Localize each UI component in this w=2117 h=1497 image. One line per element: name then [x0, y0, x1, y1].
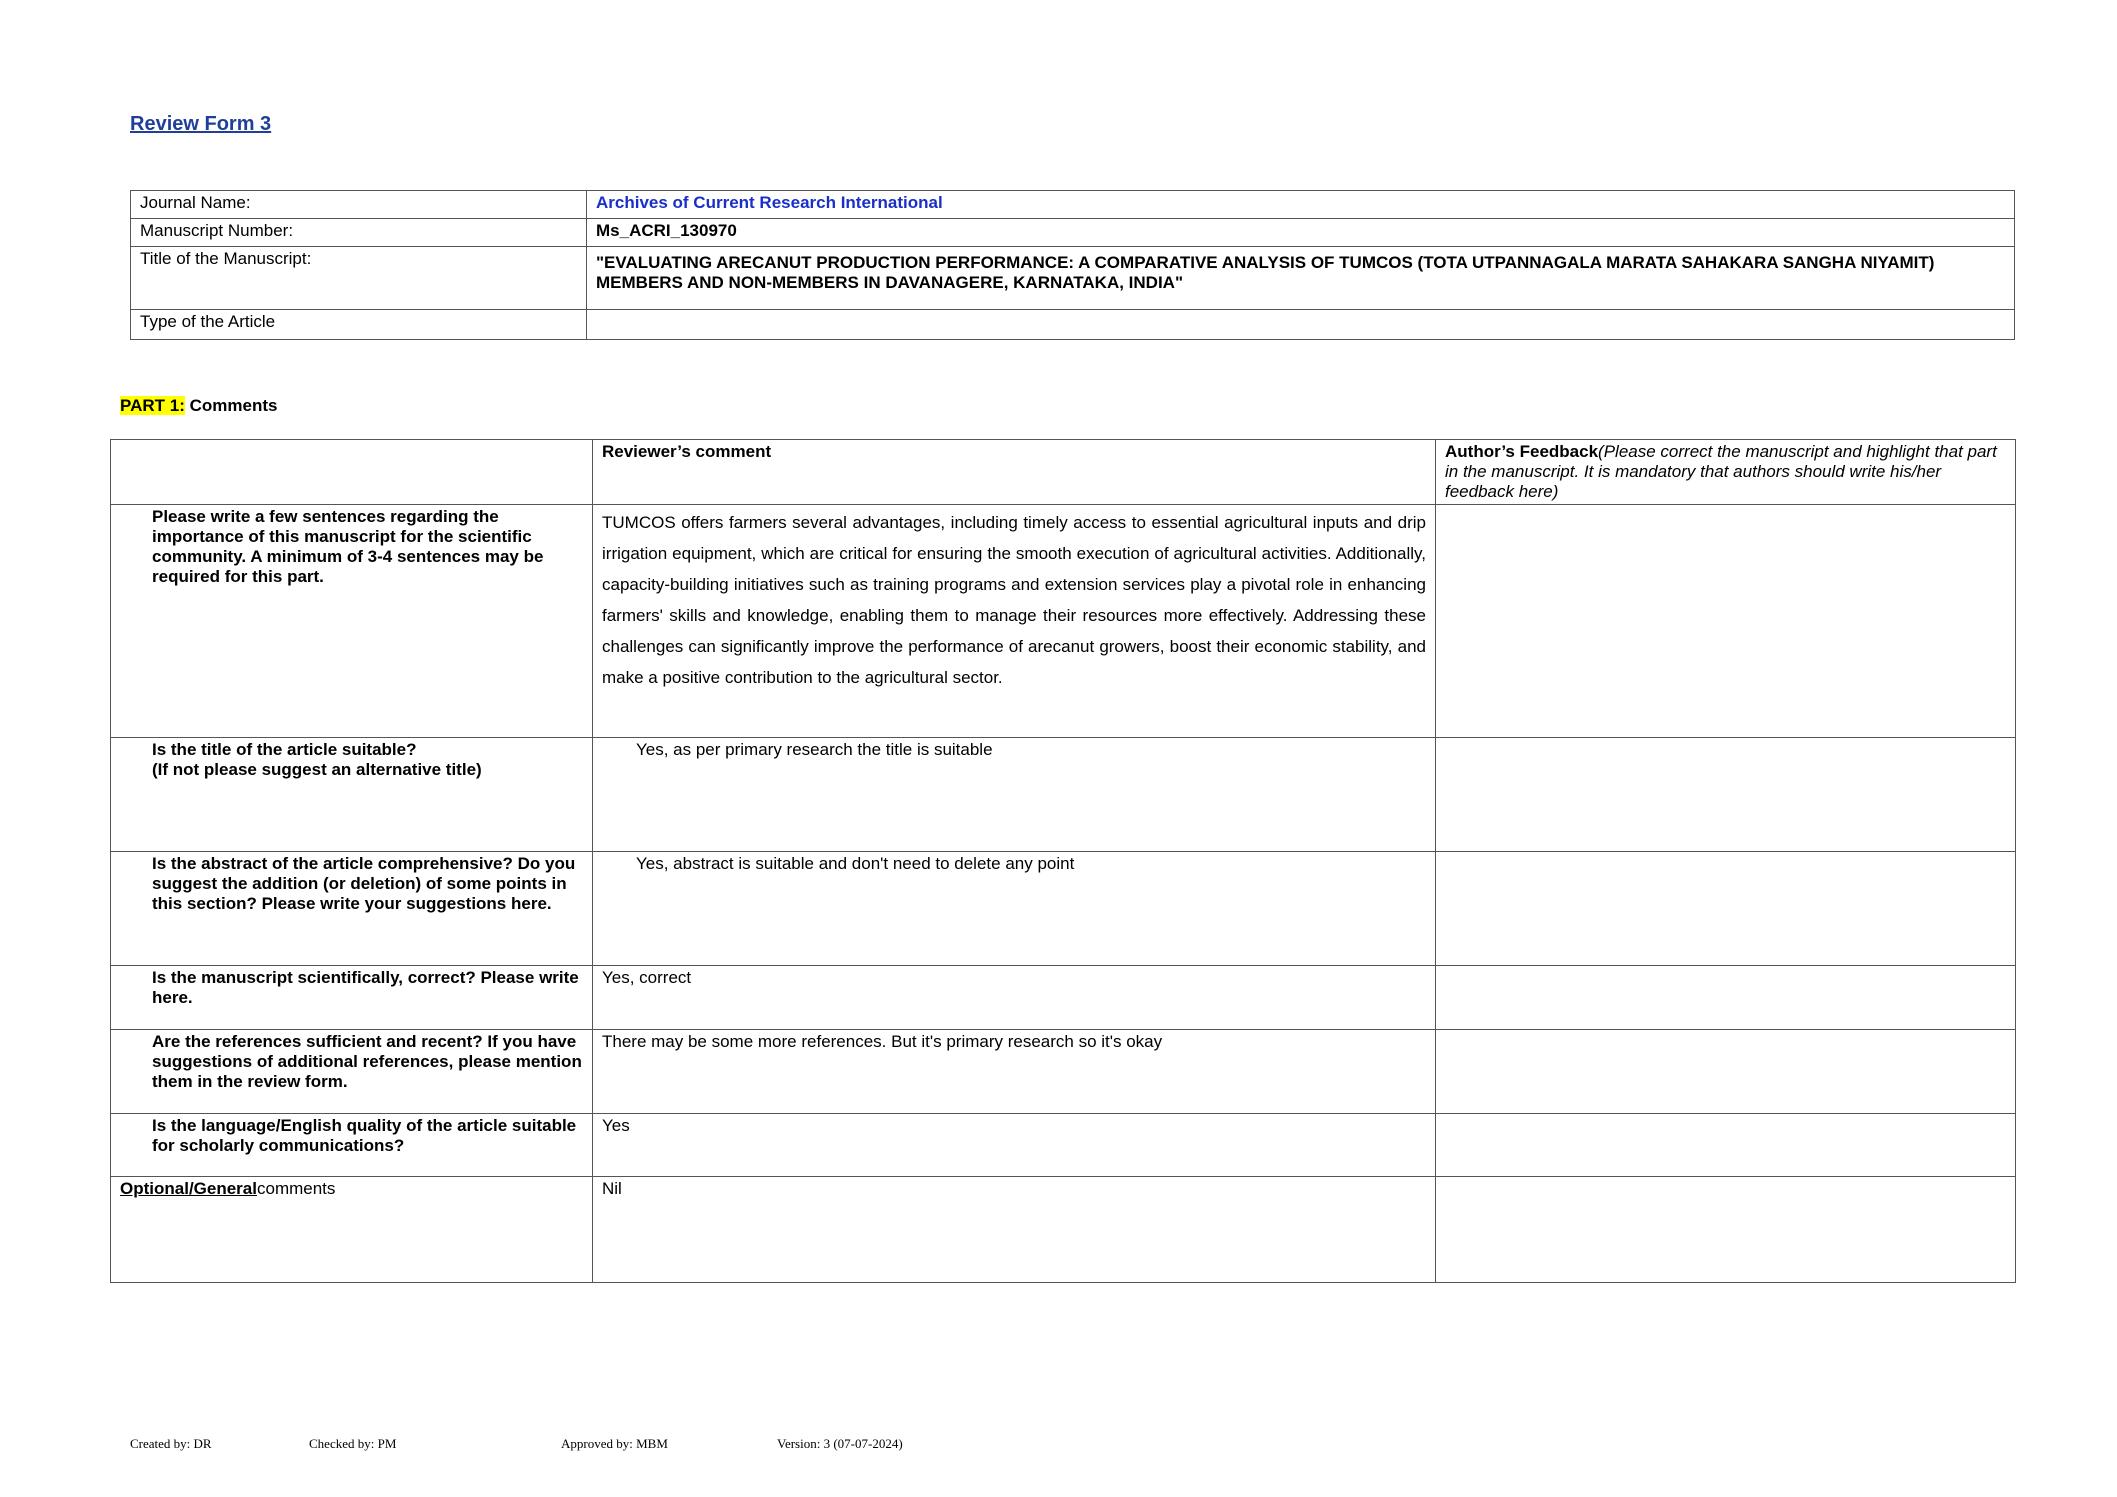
answer-scientific: Yes, correct	[593, 966, 1436, 1030]
manuscript-number-row	[131, 219, 2015, 247]
reviewer-comment-header: Reviewer’s comment	[593, 440, 1436, 505]
footer-checked: Checked by: PM	[309, 1436, 397, 1451]
question-importance: Please write a few sentences regarding the importance of this manuscript for the scientific community. A minimum of 3-4 sentences may be required for this part.	[111, 505, 593, 738]
optional-answer: Nil	[593, 1177, 1436, 1283]
optional-comments-text: comments	[256, 1179, 336, 1198]
manuscript-title-value: "EVALUATING ARECANUT PRODUCTION PERFORMANCE: A COMPARATIVE ANALYSIS OF TUMCOS (TOTA UTPANNAGALA MARATA SAHAKARA SANGHA NIYAMIT) MEMBERS AND NON-MEMBERS IN DAVANAGERE, KARNATAKA, INDIA"	[587, 247, 2015, 310]
journal-label: Journal Name:	[131, 191, 587, 219]
comments-table	[110, 439, 2016, 1283]
optional-comments-label	[111, 1177, 593, 1283]
journal-row	[131, 191, 2015, 219]
header-row	[111, 440, 2016, 505]
manuscript-title-row	[131, 247, 2015, 310]
feedback-scientific[interactable]	[1436, 966, 2016, 1030]
table-row	[111, 1114, 2016, 1177]
table-row	[111, 738, 2016, 852]
optional-feedback[interactable]	[1436, 1177, 2016, 1283]
answer-abstract: Yes, abstract is suitable and don't need to delete any point	[593, 852, 1436, 966]
form-title: Review Form 3	[130, 113, 272, 135]
question-scientific: Is the manuscript scientifically, correct? Please write here.	[111, 966, 593, 1030]
part1-heading	[120, 396, 277, 416]
feedback-title[interactable]	[1436, 738, 2016, 852]
table-row	[111, 1030, 2016, 1114]
article-type-value	[587, 310, 2015, 340]
footer-version: Version: 3 (07-07-2024)	[777, 1436, 903, 1451]
table-row	[111, 505, 2016, 738]
question-language: Is the language/English quality of the article suitable for scholarly communications?	[111, 1114, 593, 1177]
answer-references: There may be some more references. But it's primary research so it's okay	[593, 1030, 1436, 1114]
part1-tag: PART 1:	[120, 396, 185, 415]
article-type-row	[131, 310, 2015, 340]
manuscript-title-label: Title of the Manuscript:	[131, 247, 587, 310]
feedback-references[interactable]	[1436, 1030, 2016, 1114]
feedback-abstract[interactable]	[1436, 852, 2016, 966]
question-title: Is the title of the article suitable? (If not please suggest an alternative title)	[111, 738, 593, 852]
feedback-importance[interactable]	[1436, 505, 2016, 738]
table-row	[111, 852, 2016, 966]
question-references: Are the references sufficient and recent? If you have suggestions of additional references, please mention them in the review form.	[111, 1030, 593, 1114]
footer-approved: Approved by: MBM	[561, 1436, 668, 1451]
footer-created: Created by: DR	[130, 1436, 212, 1451]
answer-title: Yes, as per primary research the title is suitable	[593, 738, 1436, 852]
author-feedback-header-bold: Author’s Feedback	[1445, 442, 1599, 461]
author-feedback-header-note: (Please correct the manuscript and highlight that part in the manuscript. It is mandatory that authors should write his/her feedback here)	[1445, 442, 1997, 501]
manuscript-number-value: Ms_ACRI_130970	[587, 219, 2015, 247]
question-abstract: Is the abstract of the article comprehensive? Do you suggest the addition (or deletion) of some points in this section? Please write your suggestions here.	[111, 852, 593, 966]
manuscript-info-table	[130, 190, 2015, 340]
feedback-language[interactable]	[1436, 1114, 2016, 1177]
part1-label: Comments	[189, 396, 278, 415]
article-type-label: Type of the Article	[131, 310, 587, 340]
journal-value: Archives of Current Research International	[587, 191, 2015, 219]
header-empty-cell	[111, 440, 593, 505]
answer-importance: TUMCOS offers farmers several advantages, including timely access to essential agricultural inputs and drip irrigation equipment, which are critical for ensuring the smooth execution of agricultural activities. Additionally, capacity-building initiatives such as training programs and extension services play a pivotal role in enhancing farmers' skills and knowledge, enabling them to manage their resources more effectively. Addressing these challenges can significantly improve the performance of arecanut growers, boost their economic stability, and make a positive contribution to the agricultural sector.	[593, 505, 1436, 738]
manuscript-number-label: Manuscript Number:	[131, 219, 587, 247]
answer-language: Yes	[593, 1114, 1436, 1177]
optional-comments-row	[111, 1177, 2016, 1283]
table-row	[111, 966, 2016, 1030]
author-feedback-header	[1436, 440, 2016, 505]
optional-general-label: Optional/General	[120, 1179, 257, 1198]
